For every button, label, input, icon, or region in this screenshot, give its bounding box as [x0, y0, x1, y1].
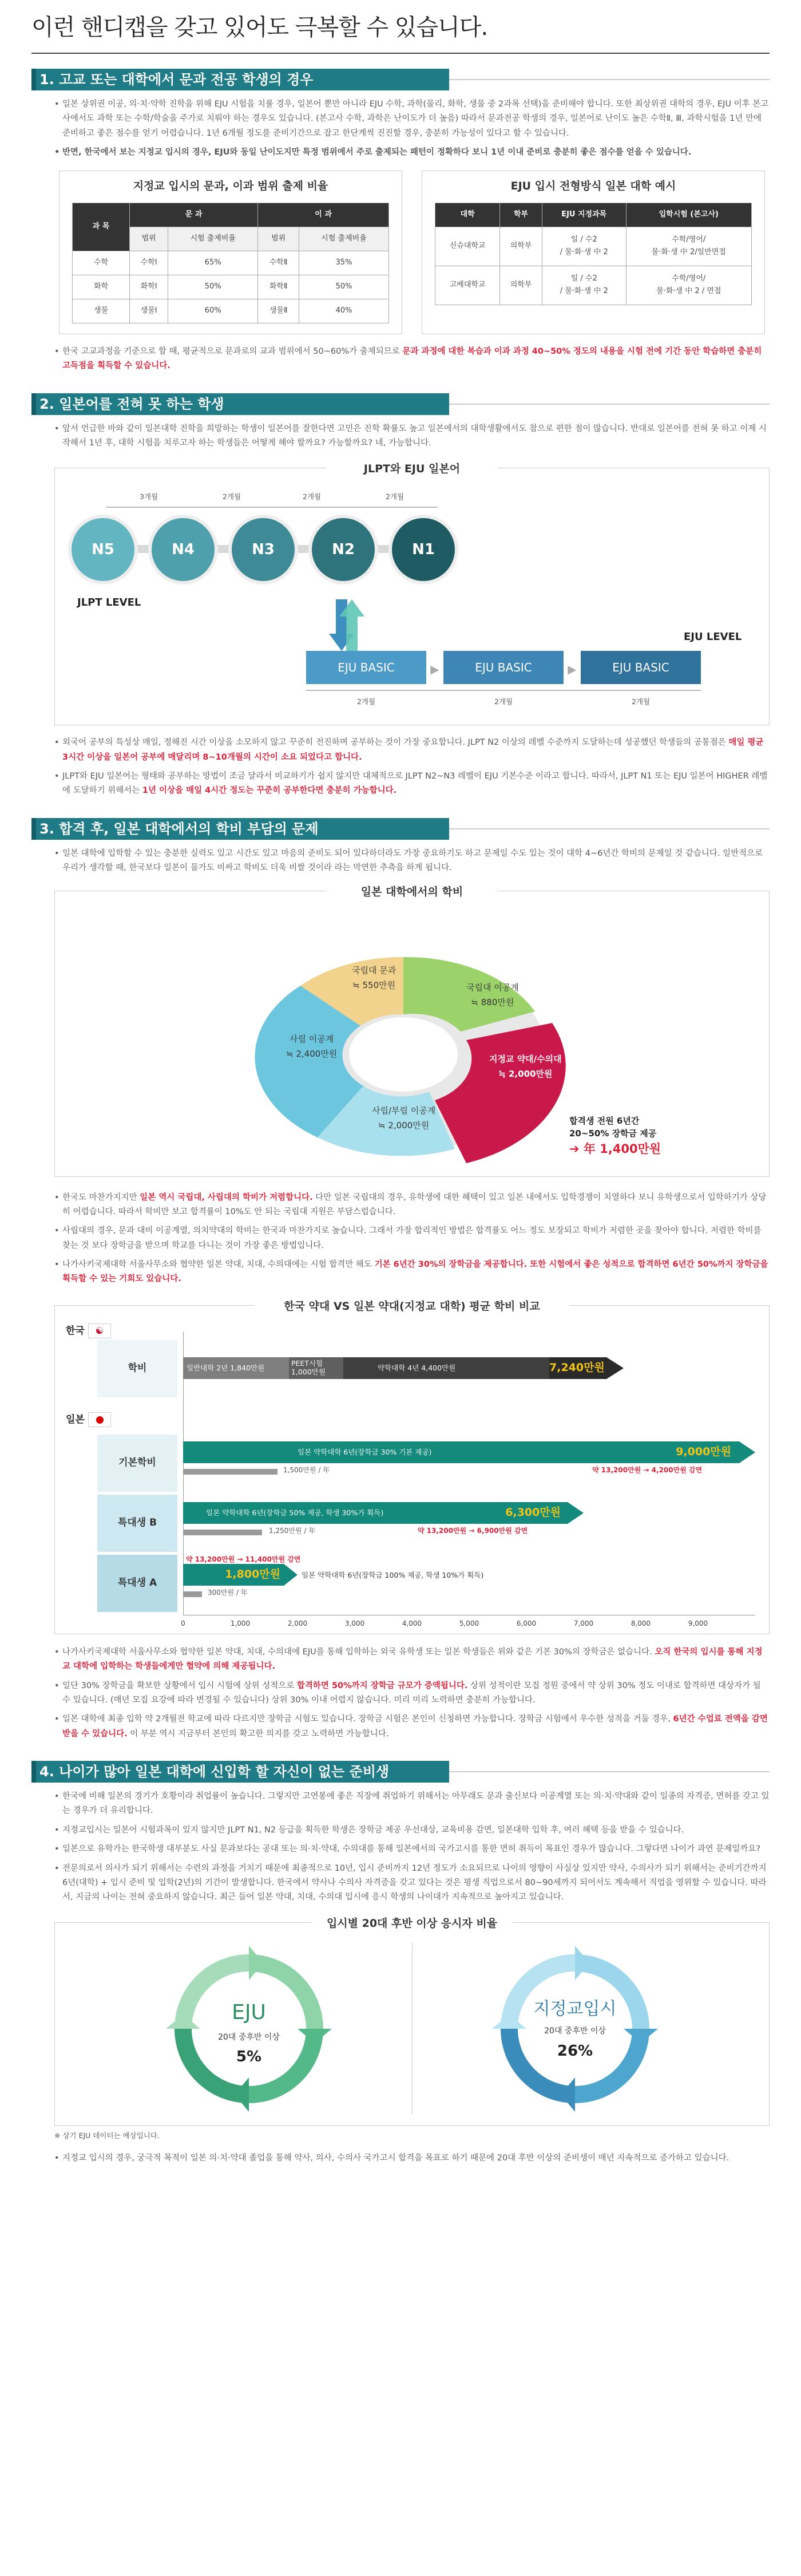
- korea-seg-pharmacy: 약학대학 4년 4,400만원: [343, 1357, 549, 1379]
- arrow-right-icon: ▶: [568, 662, 577, 677]
- cell: 의학부: [500, 227, 542, 266]
- label-value: ≒ 2,400만원: [286, 1048, 338, 1059]
- cell-line: 물·화·생 中 2/일반면접: [651, 248, 726, 257]
- text: 일단 30% 장학금을 확보한 상황에서 입시 시험에 상위 성적으로: [62, 1681, 297, 1690]
- cell: [626, 227, 751, 266]
- age-ratio-box: [54, 1914, 770, 2126]
- label-value: ≒ 2,000만원: [378, 1120, 430, 1131]
- text: 나가사키국제대학 서울사무소와 협약한 일본 약대, 치대, 수의대에는 시험 합격만 해도: [62, 1260, 375, 1269]
- eju-basic-box: EJU BASIC: [581, 651, 701, 684]
- diagram-title: JLPT와 EJU 일본어: [326, 460, 498, 479]
- eju-basic-box: EJU BASIC: [443, 651, 564, 684]
- level-n2: N2: [312, 518, 375, 581]
- label-public-science: [372, 1103, 435, 1133]
- period-label: 2개월: [494, 697, 513, 706]
- label-title: 국립대 이공계: [466, 982, 519, 993]
- cell: [542, 227, 626, 266]
- label-title: 사립/부립 이공계: [372, 1105, 436, 1116]
- x-tick-label: 6,000: [516, 1619, 537, 1627]
- text: 이 부분 역시 지금부터 본인의 확고한 의지를 갖고 노력하면 가능합니다.: [127, 1729, 389, 1739]
- label-value: ≒ 2,000만원: [498, 1068, 553, 1079]
- th-ratio: 시험 출제비율: [168, 227, 258, 251]
- cell: 화학: [73, 275, 130, 299]
- level-n5: N5: [72, 518, 134, 581]
- section-3-bullet: [54, 1224, 770, 1253]
- cell: 40%: [299, 299, 389, 323]
- ratio-sub: 20대 중후반 이상: [544, 2026, 606, 2036]
- ratio-divider: [412, 1943, 413, 2115]
- x-tick-label: 8,000: [631, 1619, 651, 1627]
- japan-label: [66, 1412, 111, 1429]
- cell: 50%: [299, 275, 389, 299]
- level-n3: N3: [232, 518, 295, 581]
- korea-text: 한국: [66, 1325, 85, 1337]
- text: 외국어 공부의 특성상 매일, 정해진 시간 이상을 소모하지 않고 꾸준히 전진하며 공부하는 것이 가장 중요합니다. JLPT N2 이상의 레벨 수준까지 도달하는데 성공했던 학생들의 공통점은: [62, 738, 729, 748]
- section-2-bullet: • 앞서 언급한 바와 같이 일본대학 진학을 희망하는 학생이 일본어를 잘한다면 고민은 진학 확률도 높고 일본에서의 대학생활에서도 참으로 편한 점이 많습니다. 반대로 일본어를 전혀 못 하고 이제 시작해서 1년 후, 대학 시험을 치루고자 하는 학생들은 어떻게 해야 할까요? 가능할까요? 네, 가능합니다.: [54, 422, 770, 451]
- th: 학부: [500, 203, 542, 227]
- period-line: [106, 507, 438, 508]
- section-4-bullet: • 한국에 비해 일본의 경기가 호황이라 취업률이 높습니다. 그렇지만 고연봉에 좋은 직장에 취업하기 위해서는 아무래도 문과 출신보다 이공계열 또는 의·치·약대와 같이 일종의 자격증, 면허를 갖고 있는 경우가 더 유리합니다.: [54, 1789, 770, 1819]
- bar-label: 일본 약학대학 6년(장학금 30% 기본 제공): [298, 1447, 432, 1456]
- callout-line: 합격생 전원 6년간: [569, 1115, 640, 1126]
- ratio-sub: 20대 중후반 이상: [218, 2032, 280, 2042]
- section-2-after: [54, 736, 770, 799]
- ratio-value: 26%: [557, 2042, 593, 2060]
- cell: 생물: [73, 299, 130, 323]
- section-1-bullet: • 일본 상위권 이공, 의·치·약학 진학을 위해 EJU 시험을 치룰 경우, 일본어 뿐만 아니라 EJU 수학, 과학(물리, 화학, 생물 중 2과목 선택)을 준비해야 합니다. 또한 최상위권 대학의 경우, EJU 이후 본고사에서도 과학 또는 수학/학술을 주가로 치뤄야 하는 경우도 있습니다. (본고사 수학, 과학은 난이도가 더 높음) 따라서 문과전공 학생의 경우, 일본어로 난이도 높은 수학Ⅱ, Ⅲ, 과학시험을 1년 만에 준비하고 좋은 점수를 얻기 어렵습니다. 1년 6개월 정도를 준비기간으로 잡고 한단계씩 진진할 경우, 충분히 가능성이 있다고 할 수 있습니다.: [54, 97, 770, 141]
- label-private-science: [286, 1032, 337, 1062]
- section-4-heading: 4. 나이가 많아 일본 대학에 신입학 할 자신이 없는 준비생: [31, 1761, 770, 1783]
- th-ratio: 시험 출제비율: [299, 227, 389, 251]
- ratio-value: 5%: [236, 2048, 262, 2066]
- cell: 생물Ⅱ: [258, 299, 299, 323]
- arrow-head: [606, 1357, 624, 1379]
- section-3-bullet: [54, 1258, 770, 1287]
- section-3-bullets: [54, 847, 770, 876]
- eju-example-table-box: [422, 171, 765, 334]
- bar-value: 9,000만원: [676, 1445, 731, 1459]
- cell: 화학Ⅰ: [130, 275, 168, 299]
- japan-basic-year-bar: [183, 1469, 277, 1475]
- japan-ta-year: 300만원 / 年: [208, 1588, 248, 1597]
- cell: 의학부: [500, 266, 542, 305]
- cell: 신슈대학교: [435, 227, 500, 266]
- eju-table-title: EJU 입시 전형방식 일본 대학 예시: [510, 179, 676, 192]
- ratio-name: 지정교입시: [533, 1998, 617, 2019]
- cell-line: / 물·화·생 中 2: [560, 248, 608, 257]
- period-line: [306, 690, 701, 691]
- japan-basic-diff: 약 13,200만원 → 4,200만원 감면: [592, 1465, 703, 1474]
- japan-ta-bar: [183, 1564, 298, 1586]
- th-subject: 과 목: [73, 203, 130, 251]
- x-tick-label: 0: [181, 1619, 185, 1627]
- cell: 고베대학교: [435, 266, 500, 305]
- japan-basic-year: 1,500만원 / 年: [283, 1465, 330, 1474]
- red-text: 1년 이상을 매일 4시간 정도는 꾸준히 공부한다면 충분히 가능합니다.: [142, 786, 397, 796]
- label-title: 사립 이공계: [290, 1033, 334, 1044]
- row-ta: 특대생 A: [97, 1555, 177, 1612]
- section-2-heading: 2. 일본어를 전혀 못 하는 학생: [31, 393, 770, 415]
- japan-ta-year-bar: [183, 1591, 202, 1597]
- swap-arrows-icon: [323, 594, 369, 657]
- period-label: 2개월: [356, 697, 376, 706]
- section-3-bullet: [54, 1712, 770, 1741]
- designated-ratio: [518, 1994, 632, 2065]
- text: 사립대의 경우, 문과 대비 이공계열, 의치약대의 학비는 한국과 마찬가지로 높습니다. 그래서 가장 합리적인 방법은 합격률도 어느 정도 보장되고 학비가 저렴한 곳을 찾아야 합니다. 저렴한 학비를 찾는 것 보다 장학금을 받으며 학교를 다니는 것이 가장 좋은 방법입니다.: [62, 1226, 762, 1250]
- korea-seg-college: 일반대학 2년 1,840만원: [183, 1357, 289, 1379]
- cell: 35%: [299, 251, 389, 275]
- th-ee: 이 과: [258, 203, 389, 227]
- text: 상위 성적이란 모집 정원 중에서 약 상위 30% 정도 이내로 합격하면 대상자가 될 수 있습니다. (매년 모집 요강에 따라 변경될 수 있습니다) 상위 30% 이내 어렵지 않습니다. 미리 미리 노력하면 충분히 가능합니다.: [62, 1681, 761, 1705]
- period-label: 2개월: [302, 492, 322, 501]
- arrow-right-icon: ▶: [430, 662, 439, 677]
- section-4-bullet: • 일본으로 유학가는 한국학생 대부분도 사실 문과보다는 공대 또는 의·치·약대, 수의대를 통해 일본에서의 국가고시를 통한 면허 취득이 목표인 경우가 많습니다. 그렇다면 나이가 과연 문제일까요?: [54, 1842, 770, 1856]
- x-tick-label: 3,000: [344, 1619, 365, 1627]
- japan-tb-bar-fill: [183, 1502, 568, 1524]
- label-designated-pharmacy: [489, 1052, 562, 1082]
- page-title: 이런 핸디캡을 갖고 있어도 극복할 수 있습니다.: [31, 13, 770, 54]
- red-text: 매일 평균 3시간 이상을 일본어 공부에 매달리며 8~10개월의 시간이 소요 되었다고 합니다.: [62, 738, 764, 762]
- section-4-bullet: • 지정교입시는 일본어 시험과목이 있지 않지만 JLPT N1, N2 등급을 획득한 학생은 장학금 제공 우선대상, 교육비용 감면, 일본대학 입학 후, 여러 혜택 등을 받을 수 있습니다.: [54, 1823, 770, 1838]
- ratio-table: [72, 203, 389, 323]
- eju-level-label: EJU LEVEL: [684, 631, 742, 643]
- period-label: 2개월: [385, 492, 405, 501]
- korea-total: 7,240만원: [549, 1357, 606, 1379]
- period-label: 3개월: [139, 492, 158, 501]
- th: 대학: [435, 203, 500, 227]
- red-text: 일본 역시 국립대, 사립대의 학비가 저렴합니다.: [140, 1192, 313, 1202]
- th: 입학시험 (본고사): [626, 203, 751, 227]
- label-national-science: [466, 980, 519, 1010]
- cell: [542, 266, 626, 305]
- text: 일본 대학에 최종 입학 약 2개월전 학교에 따라 다르지만 장학금 시험도 있습니다. 장학금 시험은 본인이 신청하면 가능합니다. 장학금 시험에서 우수한 성적을 거둘 경우,: [62, 1714, 673, 1724]
- level-n1: N1: [392, 518, 455, 581]
- arrow-head: [284, 1564, 298, 1586]
- x-tick-label: 2,000: [287, 1619, 308, 1627]
- label-title: 지정교 약대/수의대: [489, 1053, 562, 1064]
- eju-ratio: [192, 1994, 306, 2071]
- cell: 50%: [168, 275, 258, 299]
- x-tick-label: 1,000: [230, 1619, 251, 1627]
- japan-ta-diff: 약 13,200만원 → 11,400만원 감면: [186, 1555, 301, 1563]
- japan-basic-bar: [183, 1441, 755, 1463]
- row-tb: 특대생 B: [97, 1495, 177, 1552]
- text: 한국도 마찬가지지만: [62, 1192, 140, 1202]
- text: JLPT와 EJU 일본어는 형태와 공부하는 방법이 조금 달라서 비교하기가 쉽지 않지만 대체적으로 JLPT N2~N3 레벨이 EJU 기본수준 이라고 합니다. 따라서, JLPT N1 또는 EJU 일본어 HIGHER 레벨에 도달하기 위해서는: [62, 772, 768, 796]
- x-tick-label: 5,000: [459, 1619, 479, 1627]
- compare-title: 한국 약대 VS 일본 약대(지정교 대학) 평균 학비 비교: [255, 1297, 569, 1316]
- cell-line: 물·화·생 中 2 / 면접: [656, 287, 721, 296]
- japan-flag-icon: [88, 1412, 111, 1427]
- th: EJU 지정과목: [542, 203, 626, 227]
- bar-value: 6,300만원: [505, 1506, 561, 1519]
- text: PEET시험: [291, 1358, 323, 1368]
- table-row: [435, 227, 752, 266]
- red-text: 합격하면 50%까지 장학금 규모가 증액됩니다.: [296, 1681, 468, 1690]
- callout-value: ➔ 年 1,400만원: [569, 1141, 661, 1156]
- section-1-heading: 1. 고교 또는 대학에서 문과 전공 학생의 경우: [31, 69, 770, 90]
- red-text: 6년간 수업료 전액을 감면 받을 수 있습니다.: [62, 1714, 768, 1739]
- japan-tb-bar: [183, 1502, 584, 1524]
- japan-ta-value: 1,800만원: [183, 1564, 284, 1586]
- text: 1,000만원: [291, 1367, 326, 1376]
- eju-example-table: [435, 203, 752, 305]
- section-3-bullets-2: [54, 1191, 770, 1287]
- text: 한국 고교과정을 기준으로 할 때, 평균적으로 문과로의 교과 범위에서 50~60%가 출제되므로: [62, 346, 403, 356]
- section-1-after: [54, 345, 770, 374]
- japan-text: 일본: [66, 1413, 85, 1425]
- x-tick-label: 4,000: [402, 1619, 422, 1627]
- text: 다만 일본 국립대의 경우, 유학생에 대한 혜택이 있고 일본 내에서도 입학경쟁이 치열하다 보니 유학생으로서 입학하기가 상당히 어렵습니다. 따라서 학비만 보고 합격률이 10%도 안 되는 국립대 지원은 부담스럽습니다.: [62, 1192, 767, 1216]
- section-4-last: [54, 2151, 770, 2166]
- table-row: [73, 251, 389, 275]
- callout-line: 20~50% 장학금 제공: [569, 1128, 657, 1139]
- section-3-heading: 3. 합격 후, 일본 대학에서의 학비 부담의 문제: [31, 818, 770, 840]
- th-mun: 문 과: [130, 203, 258, 227]
- eju-note: ※ 상기 EJU 데이터는 예상입니다.: [54, 2131, 160, 2140]
- cell: 수학: [73, 251, 130, 275]
- section-3-bullet: • 일본 대학에 입학할 수 있는 충분한 실력도 있고 시간도 있고 마음의 준비도 되어 있다하더라도 가장 중요하기도 하고 문제일 수도 있는 것이 대학 4~6년간 학비의 문제일 것 같습니다. 일반적으로 우리가 생각할 때, 한국보다 일본이 물가도 비싸고 학비도 더욱 비쌀 것이라 라는 막연한 추측을 하게 됩니다.: [54, 847, 770, 876]
- level-n4: N4: [152, 518, 215, 581]
- x-tick-label: 7,000: [573, 1619, 594, 1627]
- section-1-tables: [59, 171, 770, 334]
- donut-title: 일본 대학에서의 학비: [326, 883, 498, 902]
- period-label: 2개월: [631, 697, 651, 706]
- section-1-bullets: [54, 97, 770, 160]
- cell-line: 수학/영어/: [672, 274, 706, 283]
- korea-flag-icon: ☯: [88, 1323, 111, 1338]
- arrow-head: [739, 1441, 755, 1463]
- cell: 65%: [168, 251, 258, 275]
- section-4-bullets: [54, 1789, 770, 1905]
- bar-label: 일본 약학대학 6년(장학금 50% 제공, 학생 30%가 획득): [206, 1508, 384, 1517]
- section-3-bullet: [54, 1679, 770, 1708]
- table-row: [73, 275, 389, 299]
- japan-basic-bar-fill: [183, 1441, 739, 1463]
- ratio-title: 입시별 20대 후반 이상 응시자 비율: [312, 1914, 512, 1933]
- table-row: [435, 266, 752, 305]
- ratio-table-box: [59, 171, 402, 334]
- cell: 생물Ⅰ: [130, 299, 168, 323]
- korea-bar: [183, 1357, 629, 1379]
- cell: 60%: [168, 299, 258, 323]
- th-range: 범위: [130, 227, 168, 251]
- row-basic: 기본학비: [97, 1435, 177, 1492]
- section-2-after-bullet: [54, 769, 770, 799]
- cell-line: 일 / 수2: [570, 274, 597, 283]
- japan-ta-label: 일본 약학대학 6년(장학금 100% 제공, 학생 10%가 획득): [302, 1570, 484, 1579]
- label-national-arts: [352, 963, 396, 993]
- th-range: 범위: [258, 227, 299, 251]
- tuition-compare-chart: [54, 1297, 770, 1635]
- section-3-bullets-3: [54, 1645, 770, 1741]
- table-row: [73, 299, 389, 323]
- japan-tb-diff: 약 13,200만원 → 6,900만원 감면: [418, 1526, 528, 1535]
- cell: 수학Ⅱ: [258, 251, 299, 275]
- section-3-bullet: [54, 1191, 770, 1220]
- japan-tb-year-bar: [183, 1530, 262, 1535]
- label-value: ≒ 880만원: [471, 997, 514, 1008]
- tuition-donut-box: [54, 883, 770, 1180]
- jlpt-level-label: JLPT LEVEL: [77, 596, 141, 609]
- ratio-name: EJU: [232, 2000, 266, 2024]
- jlpt-eju-diagram: [54, 456, 770, 725]
- label-value: ≒ 550만원: [352, 979, 396, 990]
- section-4-bullet: • 전문의로서 의사가 되기 위해서는 수련의 과정을 거치기 때문에 최종적으로 10년, 입시 준비까지 12년 정도가 소요되므로 나이의 영향이 사실상 있지만 약사, 수의사가 되기 위해서는 준비기간까지 6년(대학) + 입시 준비 및 입학(2년)의 기간이 발생합니다. 한국에서 약사나 수의사 자격증을 갖고 있다는 것은 평생 직업으로서 80~90세까지 되어서도 계속해서 직업을 영위할 수 있습니다. 따라서, 지금의 나이는 전혀 중요하지 않습니다. 최근 들어 일본 약대, 치대, 수의대 입시에 응시 학생의 나이대가 지속적으로 높아지고 있습니다.: [54, 1862, 770, 1905]
- row-hakbi: 학비: [97, 1340, 177, 1397]
- label-title: 국립대 문과: [352, 965, 396, 975]
- red-text: 오직 한국의 입시를 통해 지정교 대학에 입학하는 학생들에게만 협약에 의해 제공됩니다.: [62, 1647, 763, 1672]
- text: 나가사키국제대학 서울사무소와 협약한 일본 약대, 치대, 수의대에 EJU를 통해 입학하는 외국 유학생 또는 일본 학생들은 위와 같은 기본 30%의 장학금은 없습니다.: [62, 1647, 655, 1657]
- red-text: 기본 6년간 30%의 장학금을 제공합니다. 또한 시험에서 좋은 성적으로 합격하면 6년간 50%까지 장학금을 획득할 수 있는 기회도 있습니다.: [62, 1260, 768, 1284]
- section-1-red-bullet: • 반면, 한국에서 보는 지정교 입시의 경우, EJU와 동일 난이도지만 특정 범위에서 주로 출제되는 패턴이 정확하다 보니 1년 이내 준비로 충분히 좋은 점수를 얻을 수 있습니다.: [54, 145, 770, 160]
- red-text: 문과 과정에 대한 복습과 이과 과정 40~50% 정도의 내용을 시험 전에 기간 동안 학습하면 충분히 고득점을 획득할 수 있습니다.: [62, 346, 762, 371]
- korea-seg-peet: [289, 1357, 343, 1379]
- section-3-bullet: [54, 1645, 770, 1674]
- section-2-after-bullet: [54, 736, 770, 765]
- arrow-head: [568, 1502, 584, 1524]
- eju-basic-box: EJU BASIC: [306, 651, 426, 684]
- scholarship-callout: [569, 1115, 661, 1159]
- section-2-bullets: [54, 422, 770, 451]
- korea-label: [66, 1323, 111, 1340]
- cell: 수학Ⅰ: [130, 251, 168, 275]
- section-1-after-bullet: [54, 345, 770, 374]
- cell: [626, 266, 751, 305]
- cell-line: 일 / 수2: [570, 235, 597, 244]
- x-tick-label: 9,000: [688, 1619, 708, 1627]
- cell: 화학Ⅱ: [258, 275, 299, 299]
- section-4-last-bullet: • 지정교 입시의 경우, 궁극적 목적이 일본 의·치·약대 졸업을 통해 약사, 의사, 수의사 국가고시 합격을 목표로 하기 때문에 20대 후반 이상의 준비생이 매년 지속적으로 증가하고 있습니다.: [54, 2151, 770, 2166]
- cell-line: 수학/영어/: [672, 235, 706, 244]
- period-label: 2개월: [222, 492, 241, 501]
- ratio-table-title: 지정교 입시의 문과, 이과 범위 출제 비율: [133, 179, 328, 192]
- japan-tb-year: 1,250만원 / 年: [269, 1526, 316, 1535]
- cell-line: / 물·화·생 中 2: [560, 287, 608, 296]
